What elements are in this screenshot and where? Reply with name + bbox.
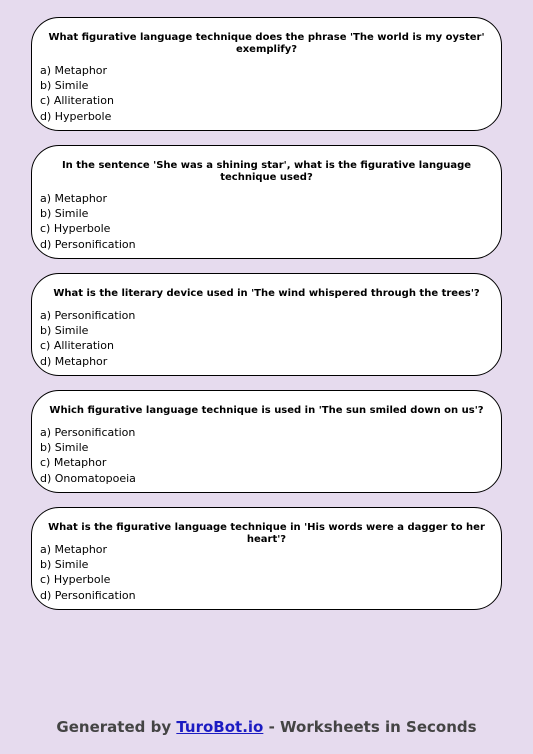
question-text: In the sentence 'She was a shining star', what is the figurative language technique used? xyxy=(61,160,472,183)
question-card-2 xyxy=(31,145,502,259)
option-b: b) Simile xyxy=(40,558,89,572)
option-d: d) Personification xyxy=(40,588,136,602)
answer-options xyxy=(40,542,136,603)
turobot-link[interactable]: TuroBot.io xyxy=(176,718,264,736)
question-text: What is the literary device used in 'The wind whispered through the trees'? xyxy=(53,288,480,299)
answer-options xyxy=(40,191,136,252)
option-c: c) Alliteration xyxy=(40,339,114,353)
option-a: a) Metaphor xyxy=(40,64,108,77)
footer-prefix: Generated by xyxy=(56,718,177,736)
question-text: Which figurative language technique is used in 'The sun smiled down on us'? xyxy=(49,405,484,416)
option-c: c) Metaphor xyxy=(40,456,107,470)
option-c: c) Hyperbole xyxy=(40,222,111,236)
option-a: a) Personification xyxy=(40,426,136,439)
answer-options xyxy=(40,63,114,124)
question-card-4 xyxy=(31,390,502,493)
answer-options xyxy=(40,425,136,486)
footer xyxy=(0,718,533,736)
answer-options xyxy=(40,308,135,369)
option-d: d) Personification xyxy=(40,237,136,251)
question-text: What figurative language technique does the phrase 'The world is my oyster' exemplify? xyxy=(48,32,485,55)
option-d: d) Onomatopoeia xyxy=(40,471,136,485)
question-text: What is the figurative language technique in 'His words were a dagger to her heart'? xyxy=(48,522,485,545)
option-a: a) Metaphor xyxy=(40,543,108,556)
option-b: b) Simile xyxy=(40,79,89,93)
option-d: d) Metaphor xyxy=(40,354,108,368)
question-card-5 xyxy=(31,507,502,610)
option-a: a) Metaphor xyxy=(40,192,108,205)
question-card-3 xyxy=(31,273,502,376)
option-b: b) Simile xyxy=(40,207,89,221)
question-card-1 xyxy=(31,17,502,131)
option-c: c) Alliteration xyxy=(40,94,114,108)
option-d: d) Hyperbole xyxy=(40,109,112,123)
option-b: b) Simile xyxy=(40,324,89,338)
option-b: b) Simile xyxy=(40,441,89,455)
footer-suffix: - Worksheets in Seconds xyxy=(263,718,477,736)
option-a: a) Personification xyxy=(40,309,136,322)
option-c: c) Hyperbole xyxy=(40,573,111,587)
